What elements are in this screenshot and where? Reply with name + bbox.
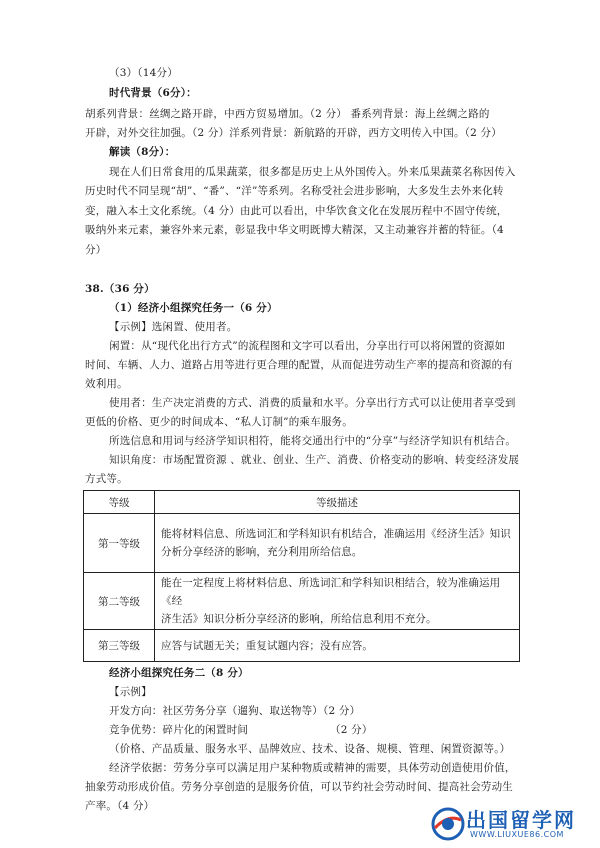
task-2-title: 经济小组探究任务二（8 分） bbox=[109, 667, 249, 679]
table-row bbox=[84, 573, 520, 630]
development-direction: 开发方向：社区劳务分享（遛狗、取送物等）（2 分） bbox=[109, 705, 361, 717]
description-line: 济生活》知识分析分享经济的影响，所给信息利用不充分。 bbox=[161, 613, 437, 625]
globe-icon bbox=[430, 806, 466, 842]
background-line: 开辟，对外交往加强。（2 分）洋系列背景：新航路的开辟，西方文明传入中国。（2 分） bbox=[85, 127, 502, 139]
user-line: 使用者：生产决定消费的方式、消费的质量和水平。分享出行方式可以让使用者享受到 bbox=[109, 397, 516, 409]
competitive-advantage-score: （2 分） bbox=[330, 724, 373, 736]
angle-line: 知识角度：市场配置资源 、就业、创业、生产、消费、价格变动的影响、转变经济发展 bbox=[109, 454, 520, 466]
table-header-level: 等级 bbox=[84, 491, 155, 514]
idle-line: 时间、车辆、人力、道路占用等进行更合理的配置，从而促进劳动生产率的提高和资源的有 bbox=[85, 359, 513, 371]
basis-line: 抽象劳动形成价值。劳务分享创造的是服务价值，可以节约社会劳动时间、提高社会劳动生 bbox=[85, 781, 513, 793]
basis-line: 产率。（4 分） bbox=[85, 800, 155, 812]
task-1-title: （1）经济小组探究任务一（6 分） bbox=[109, 302, 278, 314]
table-row bbox=[84, 514, 520, 573]
description-line: 分析分享经济的影响，充分利用所给信息。 bbox=[161, 546, 363, 558]
description-cell bbox=[155, 514, 520, 573]
competitive-factor-list: （价格、产品质量、服务水平、品牌效应、技术、设备、规模、管理、闲置资源等。） bbox=[109, 743, 511, 755]
level-cell: 第一等级 bbox=[84, 514, 155, 573]
logo-title: 出国留学网 bbox=[466, 808, 576, 832]
table-row bbox=[84, 630, 520, 662]
interpretation-line: 分） bbox=[85, 244, 107, 256]
description-cell bbox=[155, 573, 520, 630]
interpretation-title: 解读（8分）： bbox=[109, 146, 176, 158]
interpretation-line: 历史时代不同呈现“胡”、“番”、“洋”等系列。名称受社会进步影响，大多发生去外来化转 bbox=[85, 185, 504, 197]
angle-line: 方式等。 bbox=[85, 473, 128, 485]
interpretation-line: 吸纳外来元素，兼容外来元素，彰显我中华文明既博大精深，又主动兼容并蓄的特征。（4 bbox=[85, 224, 504, 236]
section-3-header: （3）（14分） bbox=[109, 67, 178, 79]
interpretation-line: 现在人们日常食用的瓜果蔬菜，很多都是历史上从外国传入。外来瓜果蔬菜名称因传入 bbox=[109, 166, 516, 178]
description-cell bbox=[155, 630, 520, 662]
competitive-advantage: 竞争优势：碎片化的闲置时间 bbox=[109, 724, 249, 736]
background-title: 时代背景（6分）： bbox=[109, 87, 197, 99]
grading-table bbox=[83, 490, 520, 662]
description-line: 能将材料信息、所选词汇和学科知识有机结合，准确运用《经济生活》知识 bbox=[161, 528, 511, 540]
idle-line: 效利用。 bbox=[85, 378, 128, 390]
level-cell: 第二等级 bbox=[84, 573, 155, 630]
basis-line: 经济学依据：劳务分享可以满足用户某种物质或精神的需要，具体劳动创造使用价值， bbox=[109, 762, 516, 774]
level-cell: 第三等级 bbox=[84, 630, 155, 662]
description-line: 应答与试题无关；重复试题内容；没有应答。 bbox=[161, 639, 373, 652]
description-line: 能在一定程度上将材料信息、所选词汇和学科知识相结合，较为准确运用《经 bbox=[161, 577, 501, 607]
interpretation-line: 变，融入本土文化系统。（4 分）由此可以看出，中华饮食文化在发展历程中不固守传统， bbox=[85, 205, 508, 217]
example-2: 【示例】 bbox=[109, 686, 152, 698]
match-line: 所选信息和用词与经济学知识相符，能将交通出行中的“分享”与经济学知识有机结合。 bbox=[109, 435, 517, 447]
question-38-header: 38.（36 分） bbox=[85, 283, 155, 295]
table-header-row bbox=[84, 491, 520, 514]
table-header-description: 等级描述 bbox=[155, 491, 520, 514]
background-line: 胡系列背景：丝绸之路开辟，中西方贸易增加。（2 分） 番系列背景：海上丝绸之路的 bbox=[85, 108, 490, 120]
logo-url: WWW.LIUXUE86.COM bbox=[470, 830, 564, 839]
site-logo bbox=[430, 804, 598, 844]
example-1: 【示例】选闲置、使用者。 bbox=[109, 321, 238, 333]
idle-line: 闲置：从“现代化出行方式”的流程图和文字可以看出，分享出行可以将闲置的资源如 bbox=[109, 340, 506, 352]
user-line: 更低的价格、更少的时间成本、“私人订制”的乘车服务。 bbox=[85, 416, 353, 428]
